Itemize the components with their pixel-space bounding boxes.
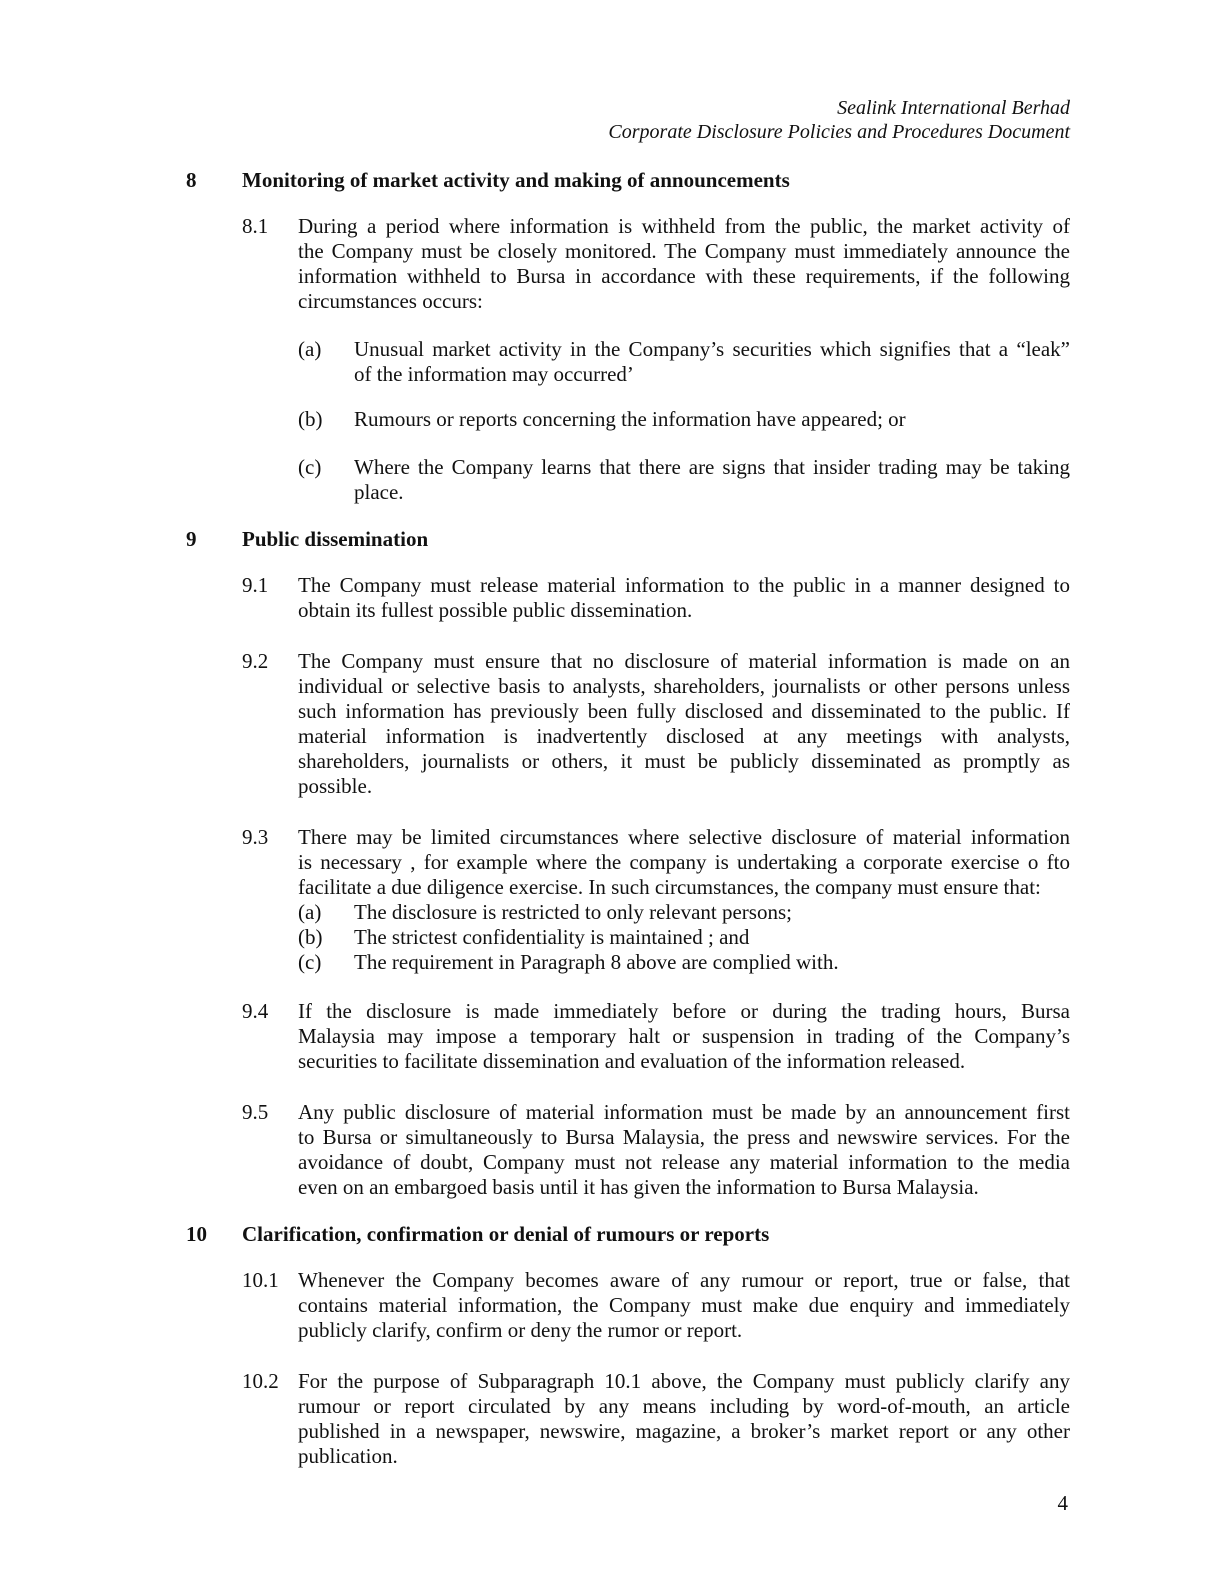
section-title: Monitoring of market activity and making of announcements (242, 168, 790, 192)
paragraph-body (298, 1369, 1070, 1469)
paragraph-body (298, 999, 1070, 1074)
text-line: During a period where information is withheld from the public, the market activity of (298, 214, 1070, 238)
text-line: rumour or report circulated by any means including by word-of-mouth, an article (298, 1394, 1070, 1418)
text-line: For the purpose of Subparagraph 10.1 above, the Company must publicly clarify any (298, 1369, 1070, 1393)
section-title: Clarification, confirmation or denial of rumours or reports (242, 1222, 770, 1246)
text-line: Whenever the Company becomes aware of any rumour or report, true or false, that (298, 1268, 1070, 1292)
text-line: published in a newspaper, newswire, magazine, a broker’s market report or any other (298, 1419, 1070, 1443)
paragraph-number: 10.1 (242, 1268, 279, 1292)
text-line: If the disclosure is made immediately before or during the trading hours, Bursa (298, 999, 1070, 1023)
paragraph-number: 9.5 (242, 1100, 269, 1124)
text-line: The strictest confidentiality is maintained ; and (354, 925, 750, 949)
text-line: Any public disclosure of material information must be made by an announcement first (298, 1100, 1070, 1124)
text-line: contains material information, the Company must make due enquiry and immediately (298, 1293, 1070, 1317)
page-header (608, 96, 1070, 144)
paragraph-body (298, 825, 1070, 900)
paragraph-number: 8.1 (242, 214, 269, 238)
text-line: publicly clarify, confirm or deny the rumor or report. (298, 1318, 743, 1342)
list-item-text (354, 455, 1070, 505)
text-line: Malaysia may impose a temporary halt or suspension in trading of the Company’s (298, 1024, 1070, 1048)
paragraph-body (298, 1268, 1070, 1343)
section-title: Public dissemination (242, 527, 429, 551)
paragraph-body (298, 649, 1070, 799)
text-line: of the information may occurred’ (354, 362, 634, 386)
paragraph-number: 9.2 (242, 649, 269, 673)
text-line: such information has previously been fully disclosed and disseminated to the public. If (298, 699, 1070, 723)
paragraph-number: 9.4 (242, 999, 269, 1023)
list-item-label: (b) (298, 925, 323, 949)
section-number: 8 (186, 168, 197, 192)
text-line: There may be limited circumstances where selective disclosure of material information (298, 825, 1070, 849)
text-line: facilitate a due diligence exercise. In such circumstances, the company must ensure that: (298, 875, 1041, 899)
text-line: individual or selective basis to analysts, shareholders, journalists or other persons unless (298, 674, 1070, 698)
text-line: securities to facilitate dissemination and evaluation of the information released. (298, 1049, 966, 1073)
text-line: circumstances occurs: (298, 289, 483, 313)
section-number: 10 (186, 1222, 207, 1246)
text-line: obtain its fullest possible public dissemination. (298, 598, 693, 622)
paragraph-number: 9.1 (242, 573, 269, 597)
header-doc-title: Corporate Disclosure Policies and Procedures Document (608, 121, 1070, 143)
text-line: Rumours or reports concerning the information have appeared; or (354, 407, 906, 431)
paragraph-body (298, 1100, 1070, 1200)
paragraph-body (298, 214, 1070, 314)
text-line: Unusual market activity in the Company’s securities which signifies that a “leak” (354, 337, 1070, 361)
text-line: publication. (298, 1444, 398, 1468)
text-line: place. (354, 480, 404, 504)
text-line: even on an embargoed basis until it has given the information to Bursa Malaysia. (298, 1175, 979, 1199)
list-item-label: (a) (298, 337, 322, 361)
text-line: Where the Company learns that there are signs that insider trading may be taking (354, 455, 1070, 479)
list-item-text (354, 900, 1070, 925)
paragraph-number: 9.3 (242, 825, 269, 849)
list-item-label: (c) (298, 455, 322, 479)
text-line: information withheld to Bursa in accordance with these requirements, if the following (298, 264, 1070, 288)
list-item-text (354, 407, 1070, 432)
header-company: Sealink International Berhad (837, 97, 1070, 119)
list-item-label: (c) (298, 950, 322, 974)
text-line: The requirement in Paragraph 8 above are complied with. (354, 950, 839, 974)
list-item-label: (a) (298, 900, 322, 924)
text-line: avoidance of doubt, Company must not release any material information to the media (298, 1150, 1070, 1174)
text-line: to Bursa or simultaneously to Bursa Malaysia, the press and newswire services. For the (298, 1125, 1070, 1149)
list-item-text (354, 925, 1070, 950)
text-line: The Company must release material information to the public in a manner designed to (298, 573, 1070, 597)
paragraph-body (298, 573, 1070, 623)
text-line: The Company must ensure that no disclosure of material information is made on an (298, 649, 1070, 673)
text-line: possible. (298, 774, 373, 798)
text-line: material information is inadvertently disclosed at any meetings with analysts, (298, 724, 1070, 748)
page-number: 4 (1057, 1491, 1068, 1515)
section-number: 9 (186, 527, 197, 551)
list-item-label: (b) (298, 407, 323, 431)
text-line: shareholders, journalists or others, it must be publicly disseminated as promptly as (298, 749, 1070, 773)
text-line: is necessary , for example where the company is undertaking a corporate exercise o fto (298, 850, 1070, 874)
list-item-text (354, 337, 1070, 387)
paragraph-number: 10.2 (242, 1369, 279, 1393)
list-item-text (354, 950, 1070, 975)
text-line: the Company must be closely monitored. The Company must immediately announce the (298, 239, 1070, 263)
text-line: The disclosure is restricted to only relevant persons; (354, 900, 792, 924)
